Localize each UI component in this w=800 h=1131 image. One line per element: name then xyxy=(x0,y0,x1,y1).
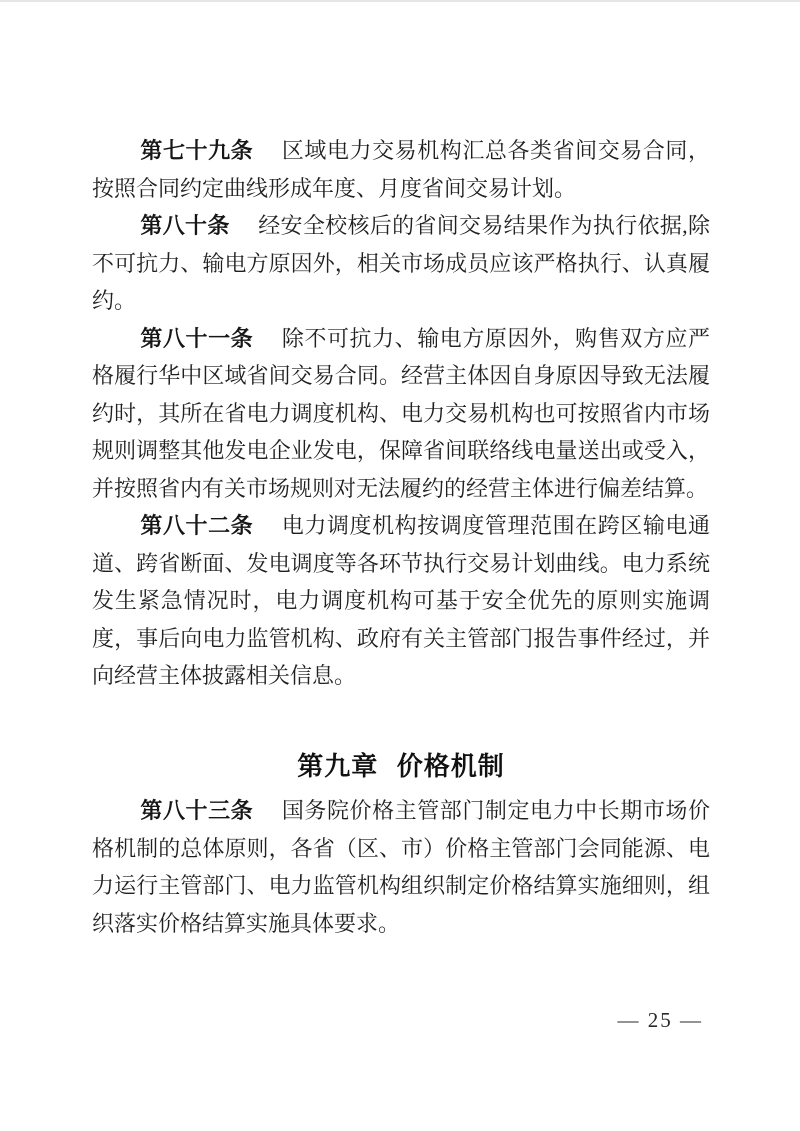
article-paragraph-79 xyxy=(92,132,710,207)
article-number: 第八十条 xyxy=(140,213,230,238)
article-paragraph-82 xyxy=(92,507,710,695)
article-number: 第八十二条 xyxy=(140,513,254,538)
article-paragraph-80 xyxy=(92,207,710,320)
article-number: 第八十一条 xyxy=(140,325,254,351)
article-text: 除不可抗力、输电方原因外，购售双方应严格履行华中区域省间交易合同。经营主体因自身原因导致无法履约时，其所在省电力调度机构、电力交易机构也可按照省内市场规则调整其他发电企业发电，保障省间联络线电量送出或受入，并按照省内有关市场规则对无法履约的经营主体进行偏差结算。 xyxy=(92,325,710,501)
chapter-heading: 第九章 价格机制 xyxy=(297,750,505,781)
article-text: 区域电力交易机构汇总各类省间交易合同，按照合同约定曲线形成年度、月度省间交易计划。 xyxy=(92,138,710,201)
article-paragraph-81 xyxy=(92,320,710,508)
article-number: 第八十三条 xyxy=(140,798,254,823)
scan-top-edge-artifact xyxy=(0,0,800,2)
article-number: 第七十九条 xyxy=(140,138,254,163)
article-text: 经安全校核后的省间交易结果作为执行依据,除不可抗力、输电方原因外，相关市场成员应该严格执行、认真履约。 xyxy=(92,213,710,313)
article-paragraph-83 xyxy=(92,792,710,942)
article-text: 电力调度机构按调度管理范围在跨区输电通道、跨省断面、发电调度等各环节执行交易计划曲线。电力系统发生紧急情况时，电力调度机构可基于安全优先的原则实施调度，事后向电力监管机构、政府有关主管部门报告事件经过，并向经营主体披露相关信息。 xyxy=(92,513,710,688)
document-body xyxy=(92,132,710,942)
page-number: — 25 — xyxy=(617,1008,703,1032)
article-text: 国务院价格主管部门制定电力中长期市场价格机制的总体原则，各省（区、市）价格主管部门会同能源、电力运行主管部门、电力监管机构组织制定价格结算实施细则，组织落实价格结算实施具体要求。 xyxy=(92,798,710,936)
